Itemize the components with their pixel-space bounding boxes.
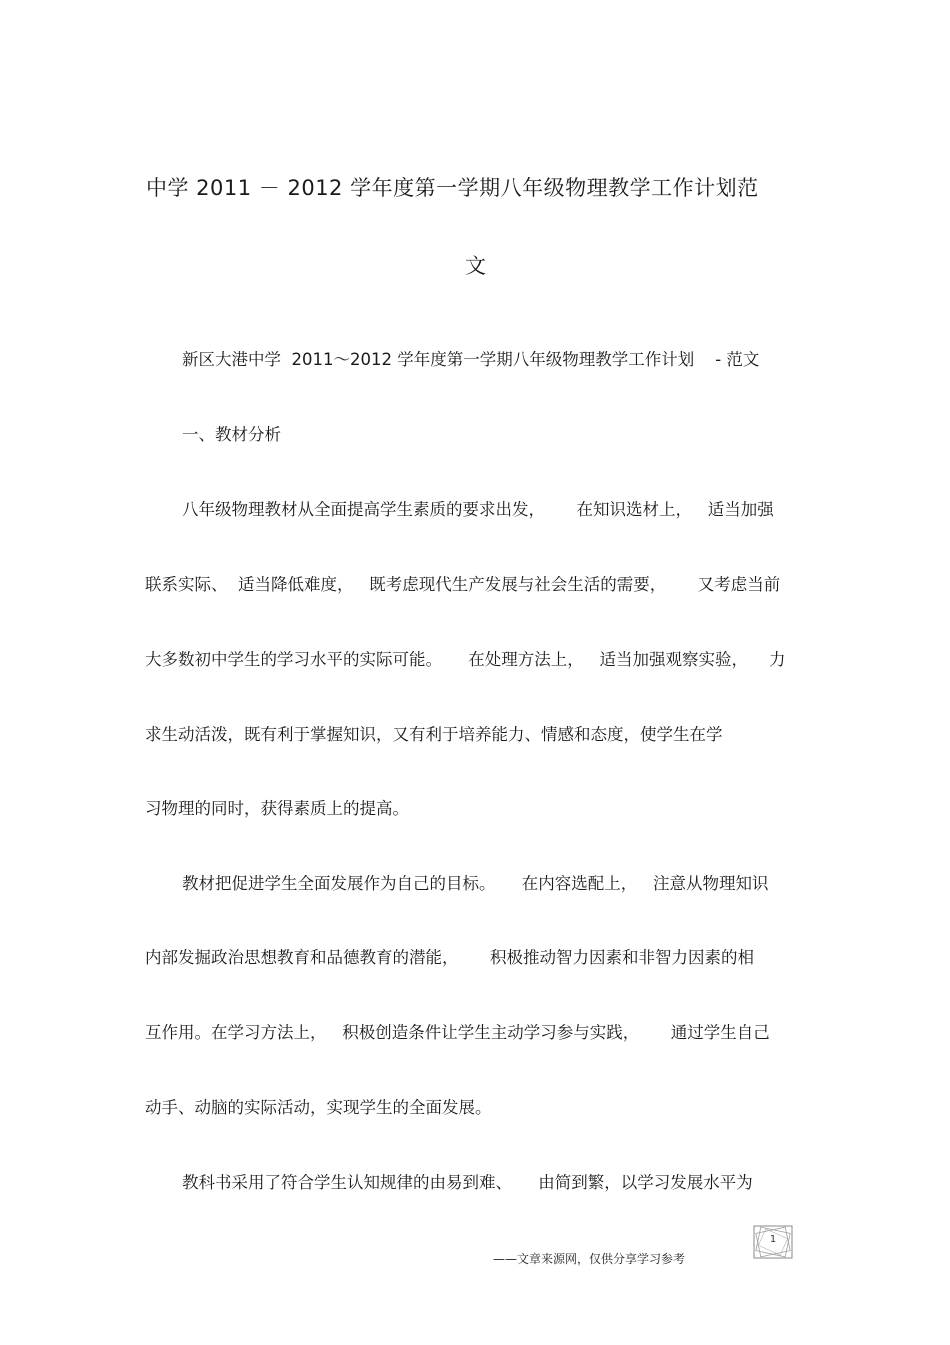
body-line: 习物理的同时，获得素质上的提高。 [145,799,409,818]
section-heading: 一、教材分析 [182,425,281,444]
body-line: 教材把促进学生全面发展作为自己的目标。 在内容选配上， 注意从物理知识 [182,874,769,893]
body-line: 求生动活泼，既有利于掌握知识，又有利于培养能力、情感和态度，使学生在学 [145,725,723,744]
document-title-line-1: 中学 2011 － 2012 学年度第一学期八年级物理教学工作计划范 [146,176,759,200]
body-line: 教科书采用了符合学生认知规律的由易到难、 由简到繁，以学习发展水平为 [182,1173,753,1192]
footer-source-note: ——文章来源网，仅供分享学习参考 [493,1252,686,1266]
body-line: 联系实际、 适当降低难度， 既考虑现代生产发展与社会生活的需要， 又考虑当前 [145,575,781,594]
body-line: 内部发掘政治思想教育和品德教育的潜能， 积极推动智力因素和非智力因素的相 [145,948,754,967]
body-line: 互作用。在学习方法上， 积极创造条件让学生主动学习参与实践， 通过学生自己 [145,1023,770,1042]
document-title-line-2: 文 [465,254,486,278]
body-line: 动手、动脑的实际活动，实现学生的全面发展。 [145,1098,492,1117]
body-line: 新区大港中学 2011～2012 学年度第一学期八年级物理教学工作计划 - 范文 [182,350,760,369]
body-line: 八年级物理教材从全面提高学生素质的要求出发， 在知识选材上， 适当加强 [182,500,774,519]
page-number: 1 [769,1234,777,1245]
body-line: 大多数初中学生的学习水平的实际可能。 在处理方法上， 适当加强观察实验， 力 [145,650,786,669]
